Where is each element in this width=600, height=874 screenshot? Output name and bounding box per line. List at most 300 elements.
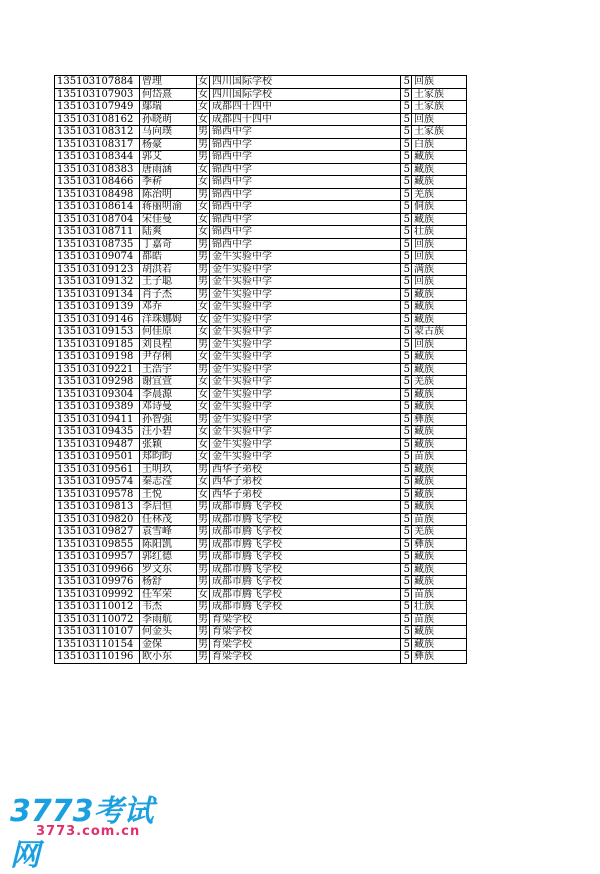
cell-id: 135103109574 (55, 476, 140, 489)
cell-school: 成都市腾飞学校 (210, 501, 401, 514)
cell-ethnicity: 满族 (412, 263, 467, 276)
cell-sex: 男 (198, 413, 208, 425)
table-row (55, 638, 467, 651)
table-row (55, 76, 467, 89)
student-table-body (55, 76, 467, 664)
cell-sex: 男 (198, 288, 208, 300)
cell-ethnicity: 藏族 (412, 388, 467, 401)
cell-score: 5 (401, 238, 412, 251)
cell-id: 135103108344 (55, 151, 140, 164)
cell-name: 孙智强 (140, 413, 197, 426)
cell-ethnicity: 土家族 (412, 101, 467, 114)
cell-id: 135103109487 (55, 438, 140, 451)
cell-score: 5 (401, 651, 412, 664)
cell-school: 四川国际学校 (210, 88, 401, 101)
cell-id: 135103107949 (55, 101, 140, 114)
cell-school: 金牛实验中学 (210, 263, 401, 276)
table-row (55, 526, 467, 539)
cell-id: 135103109966 (55, 563, 140, 576)
cell-id: 135103109820 (55, 513, 140, 526)
cell-name: 汪小碧 (140, 426, 197, 439)
cell-school: 西华子弟校 (210, 463, 401, 476)
cell-sex: 男 (198, 513, 208, 525)
cell-id: 135103109813 (55, 501, 140, 514)
cell-id: 135103109389 (55, 401, 140, 414)
table-row (55, 126, 467, 139)
cell-name: 陆爽 (140, 226, 197, 239)
cell-ethnicity: 藏族 (412, 576, 467, 589)
table-row (55, 226, 467, 239)
cell-school: 锦西中学 (210, 226, 401, 239)
cell-name: 肖子杰 (140, 288, 197, 301)
table-row (55, 276, 467, 289)
table-row (55, 101, 467, 114)
cell-school: 育梁学校 (210, 613, 401, 626)
cell-score: 5 (401, 388, 412, 401)
cell-sex: 女 (198, 313, 208, 325)
cell-score: 5 (401, 451, 412, 464)
cell-score: 5 (401, 576, 412, 589)
cell-ethnicity: 藏族 (412, 563, 467, 576)
cell-sex: 男 (198, 613, 208, 625)
cell-id: 135103109501 (55, 451, 140, 464)
cell-score: 5 (401, 438, 412, 451)
cell-ethnicity: 藏族 (412, 163, 467, 176)
cell-sex: 男 (198, 276, 208, 287)
cell-sex: 男 (198, 238, 208, 250)
cell-id: 135103108735 (55, 238, 140, 251)
cell-name: 任军荣 (140, 588, 197, 601)
cell-score: 5 (401, 463, 412, 476)
cell-id: 135103109123 (55, 263, 140, 276)
cell-id: 135103110196 (55, 651, 140, 664)
cell-score: 5 (401, 338, 412, 351)
table-row (55, 501, 467, 514)
table-row (55, 388, 467, 401)
cell-ethnicity: 藏族 (412, 176, 467, 189)
cell-name: 马向璞 (140, 126, 197, 139)
table-row (55, 351, 467, 364)
table-row (55, 488, 467, 501)
cell-ethnicity: 蒙古族 (412, 326, 467, 339)
cell-school: 育梁学校 (210, 626, 401, 639)
score-sheet (54, 75, 467, 664)
cell-ethnicity: 苗族 (412, 513, 467, 526)
cell-school: 金牛实验中学 (210, 351, 401, 364)
cell-score: 5 (401, 363, 412, 376)
cell-score: 5 (401, 288, 412, 301)
cell-name: 李启恒 (140, 501, 197, 514)
cell-score: 5 (401, 588, 412, 601)
cell-ethnicity: 回族 (412, 251, 467, 264)
cell-sex: 女 (198, 376, 208, 387)
cell-id: 135103108383 (55, 163, 140, 176)
table-row (55, 188, 467, 201)
table-row (55, 426, 467, 439)
table-row (55, 113, 467, 126)
table-row (55, 601, 467, 614)
cell-sex: 男 (198, 188, 208, 200)
cell-school: 锦西中学 (210, 213, 401, 226)
cell-school: 锦西中学 (210, 163, 401, 176)
cell-id: 135103109827 (55, 526, 140, 539)
cell-sex: 女 (198, 426, 208, 437)
cell-sex: 男 (198, 463, 208, 475)
table-row (55, 201, 467, 214)
cell-school: 金牛实验中学 (210, 313, 401, 326)
table-row (55, 288, 467, 301)
cell-school: 金牛实验中学 (210, 451, 401, 464)
cell-id: 135103108312 (55, 126, 140, 139)
cell-school: 金牛实验中学 (210, 388, 401, 401)
cell-name: 郑昀昀 (140, 451, 197, 464)
cell-sex: 女 (198, 301, 208, 312)
cell-ethnicity: 土家族 (412, 126, 467, 139)
cell-name: 胡洪若 (140, 263, 197, 276)
cell-school: 成都四十四中 (210, 101, 401, 114)
cell-sex: 男 (198, 363, 208, 375)
cell-school: 金牛实验中学 (210, 326, 401, 339)
cell-ethnicity: 回族 (412, 113, 467, 126)
cell-score: 5 (401, 101, 412, 114)
cell-name: 尹存俐 (140, 351, 197, 364)
cell-ethnicity: 土家族 (412, 88, 467, 101)
cell-ethnicity: 侗族 (412, 201, 467, 214)
cell-id: 135103109578 (55, 488, 140, 501)
table-row (55, 651, 467, 664)
cell-school: 成都市腾飞学校 (210, 563, 401, 576)
table-row (55, 176, 467, 189)
cell-ethnicity: 藏族 (412, 638, 467, 651)
cell-school: 金牛实验中学 (210, 251, 401, 264)
cell-sex: 男 (198, 526, 208, 537)
cell-ethnicity: 回族 (412, 76, 467, 89)
cell-ethnicity: 藏族 (412, 351, 467, 364)
cell-school: 锦西中学 (210, 176, 401, 189)
cell-ethnicity: 藏族 (412, 213, 467, 226)
table-row (55, 513, 467, 526)
cell-ethnicity: 回族 (412, 238, 467, 251)
cell-score: 5 (401, 76, 412, 89)
cell-school: 成都市腾飞学校 (210, 526, 401, 539)
cell-id: 135103108704 (55, 213, 140, 226)
cell-name: 韦杰 (140, 601, 197, 614)
cell-school: 成都市腾飞学校 (210, 588, 401, 601)
cell-sex: 男 (198, 626, 208, 637)
logo-chinese: 考试网 (10, 794, 154, 873)
cell-sex: 女 (198, 326, 208, 337)
cell-ethnicity: 苗族 (412, 588, 467, 601)
cell-ethnicity: 藏族 (412, 301, 467, 314)
cell-score: 5 (401, 538, 412, 551)
cell-name: 丁嘉奇 (140, 238, 197, 251)
cell-school: 金牛实验中学 (210, 438, 401, 451)
cell-score: 5 (401, 526, 412, 539)
cell-name: 孙晓萌 (140, 113, 197, 126)
cell-sex: 女 (198, 113, 208, 125)
cell-name: 秦志滢 (140, 476, 197, 489)
cell-ethnicity: 壮族 (412, 601, 467, 614)
cell-id: 135103108614 (55, 201, 140, 214)
cell-score: 5 (401, 213, 412, 226)
table-row (55, 551, 467, 564)
cell-id: 135103109298 (55, 376, 140, 389)
cell-id: 135103109976 (55, 576, 140, 589)
cell-id: 135103109411 (55, 413, 140, 426)
cell-name: 王浩宇 (140, 363, 197, 376)
cell-sex: 男 (198, 601, 208, 612)
cell-score: 5 (401, 488, 412, 501)
cell-score: 5 (401, 601, 412, 614)
cell-score: 5 (401, 201, 412, 214)
cell-ethnicity: 藏族 (412, 438, 467, 451)
table-row (55, 613, 467, 626)
cell-sex: 女 (198, 388, 208, 400)
cell-school: 金牛实验中学 (210, 413, 401, 426)
cell-score: 5 (401, 326, 412, 339)
cell-score: 5 (401, 151, 412, 164)
cell-id: 135103109074 (55, 251, 140, 264)
cell-ethnicity: 藏族 (412, 626, 467, 639)
cell-score: 5 (401, 126, 412, 139)
cell-name: 邓乔 (140, 301, 197, 314)
cell-sex: 女 (198, 88, 208, 100)
cell-school: 金牛实验中学 (210, 363, 401, 376)
cell-sex: 女 (198, 401, 208, 412)
table-row (55, 363, 467, 376)
cell-ethnicity: 藏族 (412, 151, 467, 164)
cell-id: 135103109134 (55, 288, 140, 301)
cell-name: 蒋丽明渝 (140, 201, 197, 214)
table-row (55, 326, 467, 339)
cell-sex: 女 (198, 488, 208, 500)
cell-name: 邓诗曼 (140, 401, 197, 414)
cell-name: 杨舒 (140, 576, 197, 589)
cell-ethnicity: 彝族 (412, 538, 467, 551)
cell-sex: 男 (198, 151, 208, 162)
cell-name: 郭红德 (140, 551, 197, 564)
cell-name: 洋珠娜姆 (140, 313, 197, 326)
cell-name: 季菥 (140, 176, 197, 189)
cell-id: 135103109153 (55, 326, 140, 339)
cell-id: 135103110107 (55, 626, 140, 639)
table-row (55, 338, 467, 351)
cell-name: 陈阳凯 (140, 538, 197, 551)
cell-ethnicity: 回族 (412, 276, 467, 289)
cell-sex: 女 (198, 588, 208, 600)
cell-sex: 男 (198, 538, 208, 550)
cell-ethnicity: 羌族 (412, 526, 467, 539)
cell-score: 5 (401, 401, 412, 414)
cell-name: 李晨源 (140, 388, 197, 401)
table-row (55, 138, 467, 151)
cell-name: 李雨航 (140, 613, 197, 626)
cell-ethnicity: 壮族 (412, 226, 467, 239)
cell-score: 5 (401, 563, 412, 576)
cell-score: 5 (401, 413, 412, 426)
cell-school: 金牛实验中学 (210, 338, 401, 351)
cell-name: 王明玖 (140, 463, 197, 476)
table-row (55, 251, 467, 264)
cell-school: 成都市腾飞学校 (210, 601, 401, 614)
cell-name: 张颖 (140, 438, 197, 451)
table-row (55, 376, 467, 389)
cell-sex: 男 (198, 576, 208, 587)
cell-ethnicity: 羌族 (412, 376, 467, 389)
table-row (55, 476, 467, 489)
table-row (55, 401, 467, 414)
cell-id: 135103108162 (55, 113, 140, 126)
cell-sex: 女 (198, 351, 208, 362)
cell-school: 金牛实验中学 (210, 426, 401, 439)
cell-name: 罗文东 (140, 563, 197, 576)
cell-school: 成都市腾飞学校 (210, 576, 401, 589)
cell-score: 5 (401, 113, 412, 126)
cell-score: 5 (401, 476, 412, 489)
cell-name: 宋佳曼 (140, 213, 197, 226)
cell-id: 135103109132 (55, 276, 140, 289)
cell-name: 金保 (140, 638, 197, 651)
cell-id: 135103109221 (55, 363, 140, 376)
table-row (55, 301, 467, 314)
cell-school: 金牛实验中学 (210, 276, 401, 289)
cell-sex: 女 (198, 226, 208, 237)
cell-score: 5 (401, 176, 412, 189)
cell-id: 135103108466 (55, 176, 140, 189)
cell-sex: 男 (198, 551, 208, 562)
cell-name: 欧小东 (140, 651, 197, 664)
cell-score: 5 (401, 188, 412, 201)
cell-score: 5 (401, 301, 412, 314)
cell-score: 5 (401, 263, 412, 276)
cell-name: 何佳原 (140, 326, 197, 339)
cell-sex: 男 (198, 338, 208, 350)
cell-id: 135103109146 (55, 313, 140, 326)
cell-ethnicity: 藏族 (412, 488, 467, 501)
cell-name: 鄢瑞 (140, 101, 197, 114)
cell-name: 何岱熹 (140, 88, 197, 101)
table-row (55, 463, 467, 476)
cell-id: 135103109185 (55, 338, 140, 351)
cell-school: 成都市腾飞学校 (210, 538, 401, 551)
cell-ethnicity: 羌族 (412, 188, 467, 201)
cell-ethnicity: 藏族 (412, 313, 467, 326)
cell-sex: 男 (198, 501, 208, 512)
cell-name: 谢宜萱 (140, 376, 197, 389)
cell-sex: 男 (198, 563, 208, 575)
cell-school: 锦西中学 (210, 138, 401, 151)
cell-id: 135103109992 (55, 588, 140, 601)
cell-school: 育梁学校 (210, 651, 401, 664)
cell-sex: 男 (198, 263, 208, 275)
cell-score: 5 (401, 513, 412, 526)
table-row (55, 438, 467, 451)
cell-ethnicity: 白族 (412, 138, 467, 151)
cell-name: 袁雪峰 (140, 526, 197, 539)
table-row (55, 213, 467, 226)
cell-name: 都皓 (140, 251, 197, 264)
cell-school: 金牛实验中学 (210, 401, 401, 414)
cell-ethnicity: 回族 (412, 338, 467, 351)
cell-name: 郭艾 (140, 151, 197, 164)
cell-sex: 男 (198, 651, 208, 662)
cell-score: 5 (401, 251, 412, 264)
cell-school: 西华子弟校 (210, 476, 401, 489)
student-table (54, 75, 467, 664)
cell-id: 135103109139 (55, 301, 140, 314)
cell-score: 5 (401, 163, 412, 176)
cell-ethnicity: 藏族 (412, 401, 467, 414)
table-row (55, 626, 467, 639)
cell-score: 5 (401, 551, 412, 564)
cell-school: 成都市腾飞学校 (210, 513, 401, 526)
cell-name: 唐雨涵 (140, 163, 197, 176)
cell-id: 135103109957 (55, 551, 140, 564)
table-row (55, 576, 467, 589)
cell-school: 金牛实验中学 (210, 288, 401, 301)
cell-school: 锦西中学 (210, 238, 401, 251)
cell-ethnicity: 苗族 (412, 451, 467, 464)
cell-score: 5 (401, 426, 412, 439)
cell-ethnicity: 苗族 (412, 613, 467, 626)
cell-school: 成都市腾飞学校 (210, 551, 401, 564)
table-row (55, 313, 467, 326)
cell-name: 王子聪 (140, 276, 197, 289)
table-row (55, 88, 467, 101)
logo-domain: 3773.com.cn (36, 824, 141, 839)
cell-id: 135103110072 (55, 613, 140, 626)
cell-sex: 男 (198, 638, 208, 650)
table-row (55, 263, 467, 276)
cell-school: 锦西中学 (210, 151, 401, 164)
cell-name: 杨豪 (140, 138, 197, 151)
cell-school: 金牛实验中学 (210, 376, 401, 389)
cell-id: 135103107903 (55, 88, 140, 101)
cell-score: 5 (401, 313, 412, 326)
cell-score: 5 (401, 376, 412, 389)
cell-name: 王悦 (140, 488, 197, 501)
table-row (55, 451, 467, 464)
cell-ethnicity: 藏族 (412, 288, 467, 301)
cell-id: 135103107884 (55, 76, 140, 89)
cell-ethnicity: 藏族 (412, 426, 467, 439)
cell-score: 5 (401, 501, 412, 514)
cell-school: 四川国际学校 (210, 76, 401, 89)
cell-sex: 女 (198, 176, 208, 187)
cell-school: 锦西中学 (210, 201, 401, 214)
cell-school: 西华子弟校 (210, 488, 401, 501)
cell-ethnicity: 藏族 (412, 476, 467, 489)
cell-sex: 男 (198, 126, 208, 137)
cell-score: 5 (401, 138, 412, 151)
cell-ethnicity: 藏族 (412, 551, 467, 564)
cell-sex: 女 (198, 76, 208, 87)
cell-ethnicity: 藏族 (412, 363, 467, 376)
cell-ethnicity: 藏族 (412, 501, 467, 514)
cell-score: 5 (401, 626, 412, 639)
cell-name: 何金头 (140, 626, 197, 639)
cell-id: 135103109304 (55, 388, 140, 401)
table-row (55, 413, 467, 426)
cell-id: 135103108317 (55, 138, 140, 151)
table-row (55, 588, 467, 601)
table-row (55, 151, 467, 164)
cell-school: 育梁学校 (210, 638, 401, 651)
cell-school: 金牛实验中学 (210, 301, 401, 314)
cell-name: 陈治明 (140, 188, 197, 201)
table-row (55, 163, 467, 176)
cell-sex: 男 (198, 251, 208, 262)
